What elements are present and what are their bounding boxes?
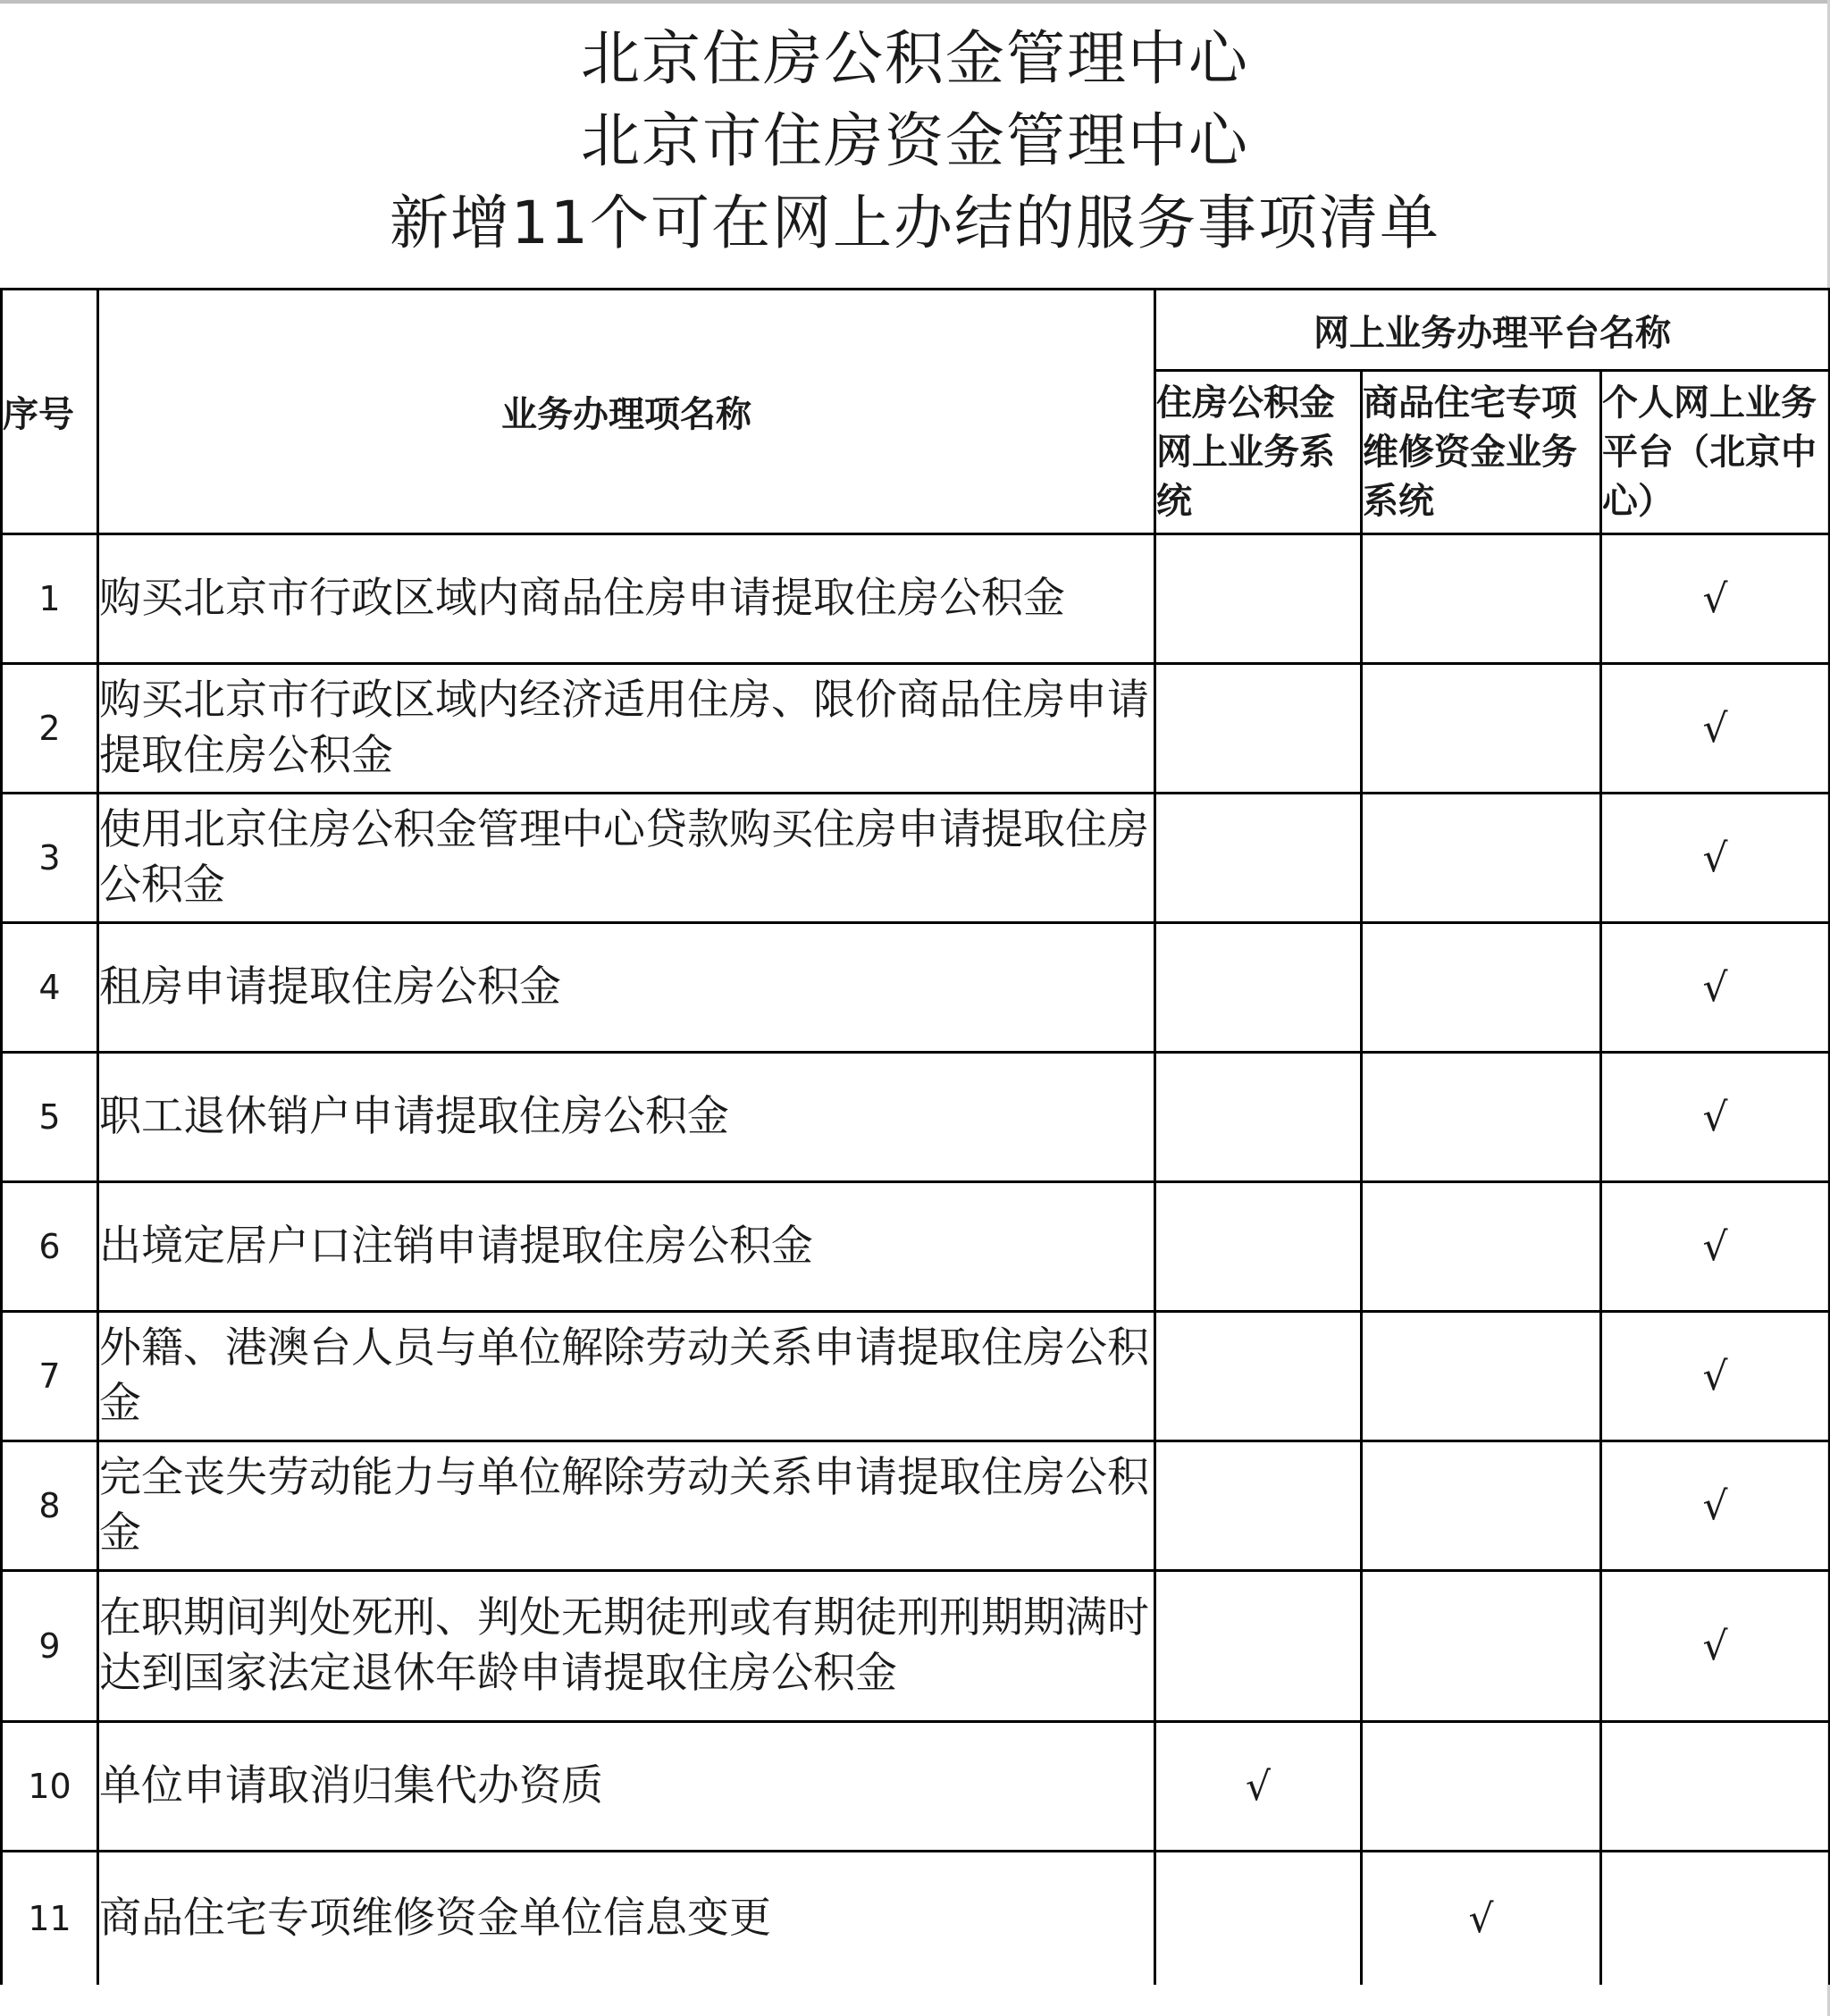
top-border [0,0,1830,4]
row-mark-platform-1 [1155,794,1362,923]
row-seq: 1 [2,534,98,664]
row-mark-platform-3: √ [1601,1053,1830,1182]
row-mark-platform-1: √ [1155,1722,1362,1852]
row-item-name: 出境定居户口注销申请提取住房公积金 [98,1182,1155,1312]
table-row [2,1722,1830,1852]
row-mark-platform-2 [1362,923,1601,1053]
row-item-name: 购买北京市行政区域内经济适用住房、限价商品住房申请提取住房公积金 [98,664,1155,794]
row-mark-platform-1 [1155,923,1362,1053]
row-mark-platform-1 [1155,1571,1362,1722]
row-seq: 2 [2,664,98,794]
row-item-name: 外籍、港澳台人员与单位解除劳动关系申请提取住房公积金 [98,1312,1155,1441]
row-mark-platform-2 [1362,664,1601,794]
row-mark-platform-2 [1362,794,1601,923]
table-row [2,923,1830,1053]
row-mark-platform-1 [1155,664,1362,794]
row-item-name: 购买北京市行政区域内商品住房申请提取住房公积金 [98,534,1155,664]
header-item-name: 业务办理项名称 [98,290,1155,534]
service-items-table [0,288,1830,1985]
row-seq: 6 [2,1182,98,1312]
document-title [0,18,1830,265]
row-mark-platform-2 [1362,534,1601,664]
row-mark-platform-3: √ [1601,1182,1830,1312]
row-item-name: 租房申请提取住房公积金 [98,923,1155,1053]
header-platform-2: 商品住宅专项维修资金业务系统 [1362,371,1601,534]
row-mark-platform-2 [1362,1053,1601,1182]
row-mark-platform-3: √ [1601,1571,1830,1722]
row-mark-platform-2: √ [1362,1852,1601,1986]
row-mark-platform-3: √ [1601,1441,1830,1571]
row-mark-platform-2 [1362,1182,1601,1312]
row-seq: 3 [2,794,98,923]
header-platform-group: 网上业务办理平台名称 [1155,290,1830,371]
row-mark-platform-3: √ [1601,534,1830,664]
row-mark-platform-2 [1362,1441,1601,1571]
table-row [2,534,1830,664]
row-seq: 8 [2,1441,98,1571]
row-item-name: 完全丧失劳动能力与单位解除劳动关系申请提取住房公积金 [98,1441,1155,1571]
table-row [2,1571,1830,1722]
row-seq: 10 [2,1722,98,1852]
table-row [2,664,1830,794]
row-item-name: 使用北京住房公积金管理中心贷款购买住房申请提取住房公积金 [98,794,1155,923]
table-row [2,1312,1830,1441]
header-platform-1: 住房公积金网上业务系统 [1155,371,1362,534]
table-row [2,1441,1830,1571]
row-mark-platform-1 [1155,1852,1362,1986]
row-mark-platform-3 [1601,1852,1830,1986]
row-item-name: 职工退休销户申请提取住房公积金 [98,1053,1155,1182]
row-mark-platform-3 [1601,1722,1830,1852]
row-item-name: 在职期间判处死刑、判处无期徒刑或有期徒刑刑期期满时达到国家法定退休年龄申请提取住房公积金 [98,1571,1155,1722]
table-row [2,1182,1830,1312]
row-seq: 4 [2,923,98,1053]
header-seq: 序号 [2,290,98,534]
table-row [2,1852,1830,1986]
row-seq: 11 [2,1852,98,1986]
row-mark-platform-2 [1362,1722,1601,1852]
row-mark-platform-3: √ [1601,923,1830,1053]
row-mark-platform-2 [1362,1571,1601,1722]
row-mark-platform-1 [1155,1182,1362,1312]
row-mark-platform-2 [1362,1312,1601,1441]
row-item-name: 商品住宅专项维修资金单位信息变更 [98,1852,1155,1986]
table-row [2,1053,1830,1182]
title-line-2: 北京市住房资金管理中心 [581,106,1249,175]
row-mark-platform-1 [1155,1441,1362,1571]
row-mark-platform-3: √ [1601,794,1830,923]
row-mark-platform-1 [1155,1053,1362,1182]
row-mark-platform-3: √ [1601,1312,1830,1441]
row-seq: 9 [2,1571,98,1722]
row-item-name: 单位申请取消归集代办资质 [98,1722,1155,1852]
title-line-1: 北京住房公积金管理中心 [581,24,1249,93]
row-seq: 5 [2,1053,98,1182]
row-mark-platform-1 [1155,534,1362,664]
row-mark-platform-3: √ [1601,664,1830,794]
table-row [2,794,1830,923]
row-seq: 7 [2,1312,98,1441]
title-line-3: 新增11个可在网上办结的服务事项清单 [390,189,1440,257]
header-platform-3: 个人网上业务平台（北京中心） [1601,371,1830,534]
row-mark-platform-1 [1155,1312,1362,1441]
